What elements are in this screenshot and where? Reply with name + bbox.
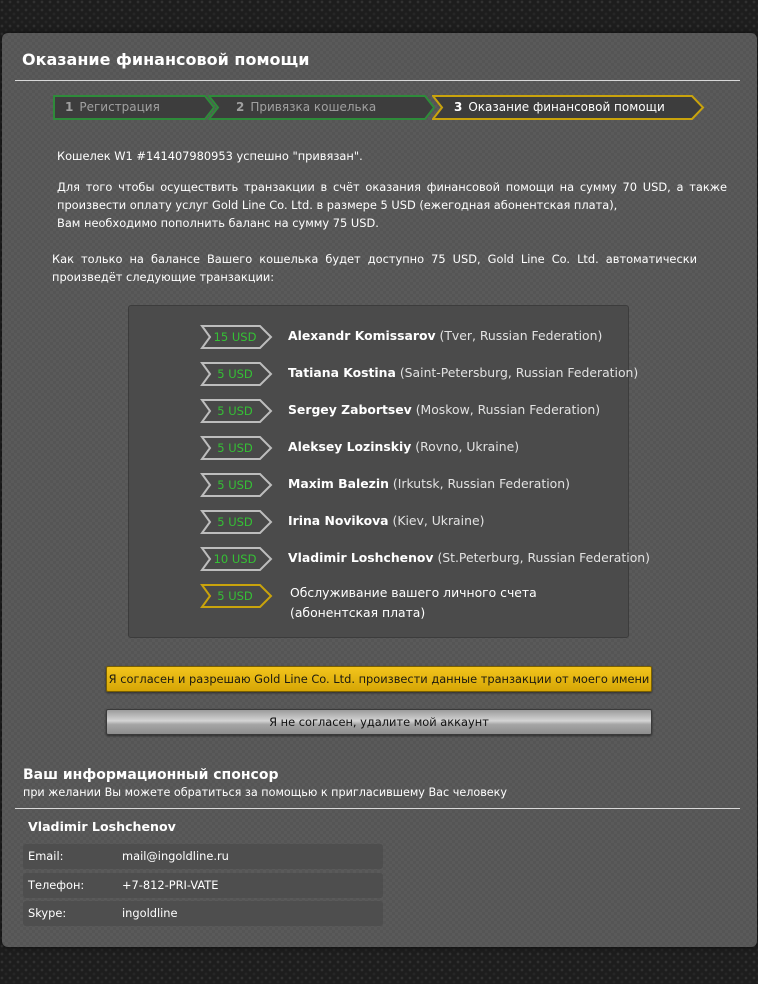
recipient [288, 550, 650, 565]
recipient-location: (Irkutsk, Russian Federation) [392, 476, 570, 491]
payment-instructions [57, 178, 727, 232]
amount-tag [200, 398, 274, 424]
recipient [288, 365, 638, 380]
amount-value: 5 USD [217, 404, 253, 418]
sponsor-name: Vladimir Loshchenov [28, 819, 176, 834]
skype-value: ingoldline [122, 906, 178, 920]
step-financial-aid [432, 95, 705, 120]
sponsor-skype-row [23, 901, 383, 926]
decline-delete-account-button[interactable]: Я не согласен, удалите мой аккаунт [106, 709, 652, 735]
recipient [288, 513, 484, 528]
recipient-location: (Kiev, Ukraine) [392, 513, 485, 528]
recipient-name: Sergey Zabortsev [288, 402, 412, 417]
recipient-location: (Moskow, Russian Federation) [415, 402, 601, 417]
recipient-location: (Saint-Petersburg, Russian Federation) [399, 365, 639, 380]
email-label: Email: [28, 849, 64, 863]
phone-value: +7-812-PRI-VATE [122, 878, 219, 892]
recipient-location: (St.Peterburg, Russian Federation) [437, 550, 650, 565]
recipient-name: Tatiana Kostina [288, 365, 396, 380]
amount-tag [200, 546, 274, 572]
page-title: Оказание финансовой помощи [22, 50, 310, 69]
recipient-name: Aleksey Lozinskiy [288, 439, 412, 454]
amount-value: 5 USD [217, 515, 253, 529]
phone-label: Телефон: [28, 878, 85, 892]
service-fee-label: Обслуживание вашего личного счета (абонентская плата) [290, 585, 537, 620]
skype-label: Skype: [28, 906, 67, 920]
sponsor-email-row [23, 844, 383, 869]
step-wallet-binding [208, 95, 436, 120]
recipient-location: (Tver, Russian Federation) [439, 328, 603, 343]
amount-tag [200, 361, 274, 387]
step-label: Оказание финансовой помощи [468, 100, 665, 114]
wallet-bound-message: Кошелек W1 #141407980953 успешно "привязан". [57, 149, 363, 163]
recipient [288, 328, 602, 343]
recipient-location: (Rovno, Ukraine) [415, 439, 520, 454]
sponsor-subtitle: при желании Вы можете обратиться за помощью к пригласившему Вас человеку [23, 786, 508, 799]
recipient-name: Maxim Balezin [288, 476, 389, 491]
payment-instructions-line-2: Вам необходимо пополнить баланс на сумму 75 USD. [57, 216, 379, 230]
step-number: 1 [65, 100, 74, 114]
amount-value: 10 USD [213, 552, 257, 566]
amount-tag [200, 509, 274, 535]
amount-tag [200, 583, 274, 609]
recipient [288, 402, 600, 417]
amount-value: 5 USD [217, 478, 253, 492]
recipient-name: Irina Novikova [288, 513, 389, 528]
agree-button[interactable]: Я согласен и разрешаю Gold Line Co. Ltd. произвести данные транзакции от моего имени [106, 666, 652, 692]
amount-tag [200, 472, 274, 498]
amount-value: 15 USD [213, 330, 257, 344]
sponsor-title: Ваш информационный спонсор [23, 767, 279, 783]
recipient [288, 439, 519, 454]
amount-value: 5 USD [217, 441, 253, 455]
recipient-name: Alexandr Komissarov [288, 328, 436, 343]
recipient-name: Vladimir Loshchenov [288, 550, 434, 565]
sponsor-phone-row [23, 873, 383, 898]
amount-value: 5 USD [217, 589, 253, 603]
sponsor-divider [15, 808, 740, 809]
step-registration [53, 95, 216, 120]
step-number: 2 [236, 100, 245, 114]
step-label: Привязка кошелька [250, 100, 377, 114]
step-label: Регистрация [79, 100, 160, 114]
email-value[interactable]: mail@ingoldline.ru [122, 849, 229, 863]
amount-value: 5 USD [217, 367, 253, 381]
title-divider [15, 80, 740, 81]
amount-tag [200, 435, 274, 461]
amount-tag [200, 324, 274, 350]
auto-transactions-message: Как только на балансе Вашего кошелька будет доступно 75 USD, Gold Line Co. Ltd. автоматически произведёт следующие транзакции: [52, 252, 697, 284]
recipient [288, 476, 570, 491]
step-number: 3 [454, 100, 463, 114]
payment-instructions-line-1: Для того чтобы осуществить транзакции в счёт оказания финансовой помощи на сумму 70 USD, а также произвести оплату услуг Gold Line Co. Ltd. в размере 5 USD (ежегодная абонентская плата), [57, 180, 727, 212]
